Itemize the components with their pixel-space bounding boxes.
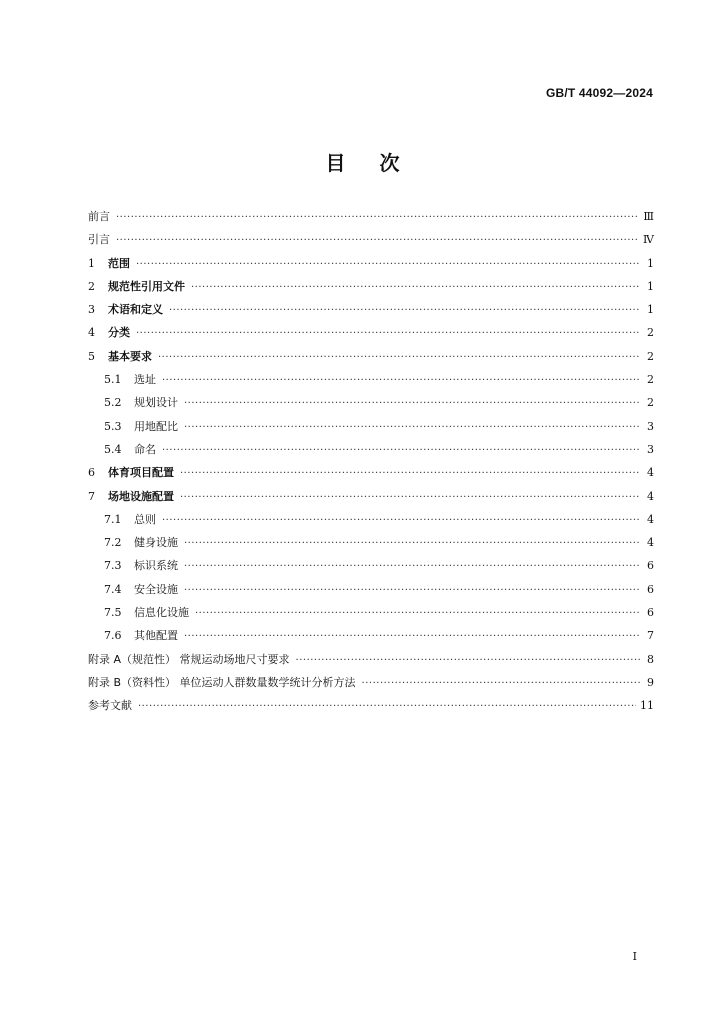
toc-entry-number: 5.1 xyxy=(104,373,122,387)
toc-entry[interactable] xyxy=(88,252,654,275)
toc-entry-label: 健身设施 xyxy=(134,536,178,550)
toc-entry-page: 4 xyxy=(647,466,654,480)
toc-entry-page: 6 xyxy=(647,582,654,596)
toc-entry-page: 6 xyxy=(647,606,654,620)
toc-entry[interactable] xyxy=(88,624,654,647)
toc-leader-dots xyxy=(184,416,640,439)
toc-entry-page: 7 xyxy=(647,629,654,643)
toc-entry-page: 8 xyxy=(647,652,654,666)
toc-entry[interactable] xyxy=(88,415,654,438)
toc-entry-label: 总则 xyxy=(134,512,156,526)
toc-entry[interactable] xyxy=(88,275,654,298)
toc-entry-label: 规划设计 xyxy=(134,396,178,410)
toc-entry[interactable] xyxy=(88,205,654,228)
toc-leader-dots xyxy=(184,532,640,555)
toc-leader-dots xyxy=(180,486,640,509)
toc-entry[interactable] xyxy=(88,345,654,368)
toc-entry-page: Ⅲ xyxy=(643,210,654,223)
toc-leader-dots xyxy=(169,299,640,322)
toc-entry-label: 标识系统 xyxy=(134,559,178,573)
toc-leader-dots xyxy=(184,579,640,602)
toc-entry[interactable] xyxy=(88,508,654,531)
toc-leader-dots xyxy=(158,346,640,369)
toc-entry-label: 体育项目配置 xyxy=(108,466,174,480)
toc-entry[interactable] xyxy=(88,438,654,461)
toc-entry-number: 5.3 xyxy=(104,419,122,433)
toc-entry-label: 范围 xyxy=(108,256,130,270)
toc-leader-dots xyxy=(362,672,640,695)
toc-entry[interactable] xyxy=(88,694,654,717)
toc-entry[interactable] xyxy=(88,391,654,414)
toc-entry-number: 7.4 xyxy=(104,582,122,596)
toc-entry-number: 4 xyxy=(88,326,95,340)
toc-leader-dots xyxy=(138,695,636,718)
toc-entry-label: 选址 xyxy=(134,373,156,387)
toc-entry-label: 分类 xyxy=(108,326,130,340)
toc-leader-dots xyxy=(184,555,640,578)
toc-entry-label: 其他配置 xyxy=(134,629,178,643)
toc-entry-page: 4 xyxy=(647,536,654,550)
toc-entry-page: 2 xyxy=(647,326,654,340)
toc-entry-number: 7.3 xyxy=(104,559,122,573)
toc-entry-number: 5 xyxy=(88,349,95,363)
toc-leader-dots xyxy=(195,602,640,625)
toc-leader-dots xyxy=(184,625,640,648)
toc-entry[interactable] xyxy=(88,671,654,694)
toc-entry[interactable] xyxy=(88,461,654,484)
toc-entry-number: 1 xyxy=(88,256,95,270)
toc-leader-dots xyxy=(136,253,640,276)
toc-entry-number: 7.1 xyxy=(104,512,122,526)
toc-entry[interactable] xyxy=(88,601,654,624)
toc-entry-number: 3 xyxy=(88,303,95,317)
standard-code: GB/T 44092—2024 xyxy=(545,86,653,100)
toc-entry-label: 附录 B（资料性） 单位运动人群数量数学统计分析方法 xyxy=(88,675,356,689)
page-number: I xyxy=(632,950,637,963)
toc-entry-page: Ⅳ xyxy=(643,233,654,247)
toc-entry-page: 11 xyxy=(640,699,654,713)
toc-entry[interactable] xyxy=(88,554,654,577)
toc-entry-label: 引言 xyxy=(88,233,110,247)
toc-leader-dots xyxy=(162,369,640,392)
page-title: 目次 xyxy=(325,151,434,175)
toc-leader-dots xyxy=(162,509,640,532)
toc-entry[interactable] xyxy=(88,298,654,321)
toc-leader-dots xyxy=(180,462,640,485)
toc-entry-label: 基本要求 xyxy=(108,349,152,363)
toc-leader-dots xyxy=(116,206,639,229)
toc-entry-page: 6 xyxy=(647,559,654,573)
table-of-contents xyxy=(88,205,654,718)
toc-leader-dots xyxy=(184,392,640,415)
toc-entry[interactable] xyxy=(88,648,654,671)
toc-entry[interactable] xyxy=(88,368,654,391)
toc-entry-number: 7 xyxy=(88,489,95,503)
toc-entry[interactable] xyxy=(88,578,654,601)
toc-entry-label: 附录 A（规范性） 常规运动场地尺寸要求 xyxy=(88,652,290,666)
toc-leader-dots xyxy=(162,439,640,462)
toc-entry-number: 6 xyxy=(88,466,95,480)
toc-entry-label: 术语和定义 xyxy=(108,303,163,317)
toc-entry-label: 参考文献 xyxy=(88,699,132,713)
toc-entry[interactable] xyxy=(88,485,654,508)
toc-entry-page: 2 xyxy=(647,349,654,363)
toc-leader-dots xyxy=(136,322,640,345)
toc-leader-dots xyxy=(296,649,640,672)
toc-entry-page: 1 xyxy=(647,256,654,270)
toc-entry-number: 2 xyxy=(88,279,95,293)
toc-entry-number: 5.4 xyxy=(104,442,122,456)
toc-entry-label: 场地设施配置 xyxy=(108,489,174,503)
toc-entry[interactable] xyxy=(88,321,654,344)
toc-entry-number: 7.6 xyxy=(104,629,122,643)
toc-entry-page: 1 xyxy=(647,303,654,317)
toc-entry-number: 7.5 xyxy=(104,606,122,620)
toc-entry-label: 安全设施 xyxy=(134,582,178,596)
toc-entry-page: 1 xyxy=(647,279,654,293)
toc-entry-label: 前言 xyxy=(88,210,110,223)
toc-entry-label: 信息化设施 xyxy=(134,606,189,620)
toc-entry-page: 2 xyxy=(647,396,654,410)
toc-entry[interactable] xyxy=(88,531,654,554)
toc-entry-number: 5.2 xyxy=(104,396,122,410)
toc-entry-label: 命名 xyxy=(134,442,156,456)
toc-leader-dots xyxy=(191,276,640,299)
toc-entry[interactable] xyxy=(88,228,654,251)
toc-entry-number: 7.2 xyxy=(104,536,122,550)
toc-entry-page: 9 xyxy=(647,675,654,689)
toc-entry-page: 3 xyxy=(647,419,654,433)
toc-entry-page: 4 xyxy=(647,512,654,526)
toc-entry-label: 规范性引用文件 xyxy=(108,279,185,293)
toc-entry-label: 用地配比 xyxy=(134,419,178,433)
toc-leader-dots xyxy=(116,229,639,252)
toc-entry-page: 4 xyxy=(647,489,654,503)
toc-entry-page: 3 xyxy=(647,442,654,456)
toc-entry-page: 2 xyxy=(647,373,654,387)
